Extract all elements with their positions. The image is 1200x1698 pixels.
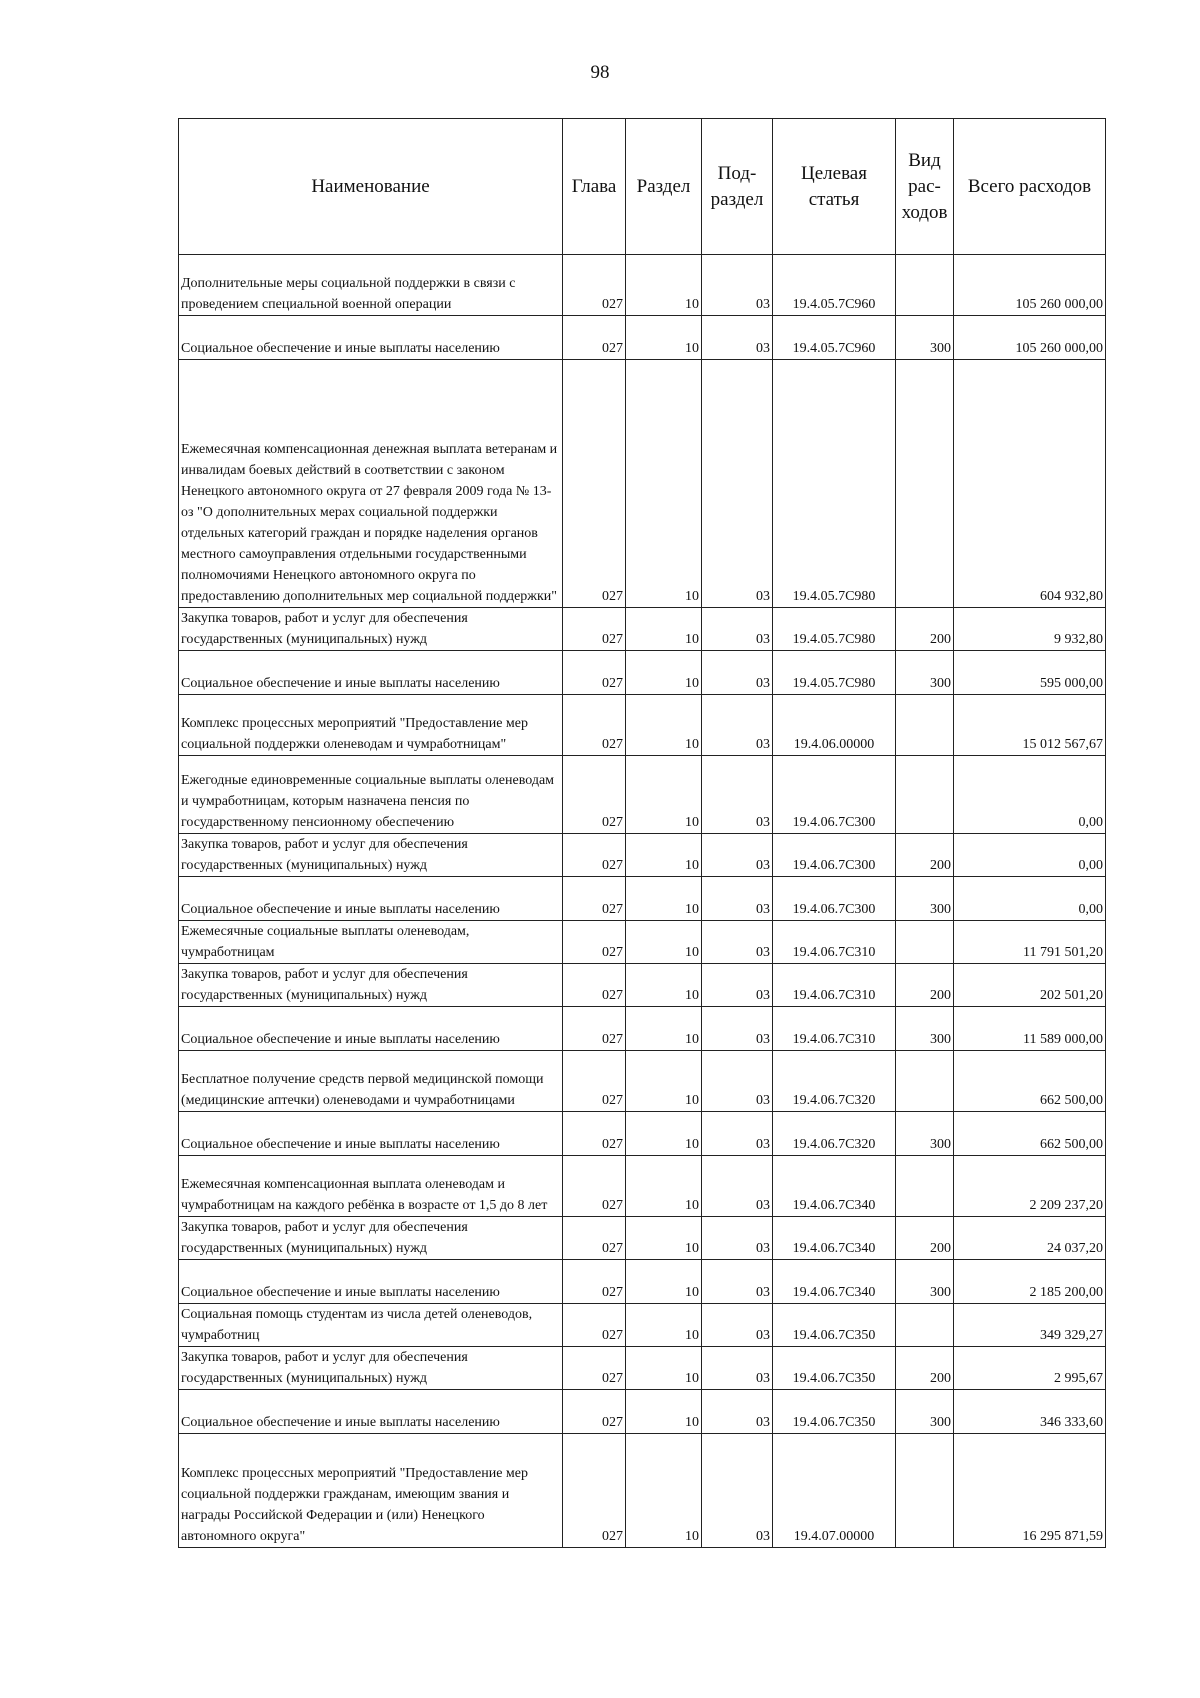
row-podrazdel: 03 <box>702 1156 773 1217</box>
row-razdel: 10 <box>626 1390 702 1434</box>
table-row <box>179 1051 1106 1112</box>
row-vid: 200 <box>896 1217 954 1260</box>
table-row <box>179 1390 1106 1434</box>
row-name: Комплекс процессных мероприятий "Предоставление мер социальной поддержки гражданам, имеющим звания и награды Российской Федерации и (или) Ненецкого автономного округа" <box>179 1434 563 1548</box>
table-row <box>179 1007 1106 1051</box>
row-name: Закупка товаров, работ и услуг для обеспечения государственных (муниципальных) нужд <box>179 1347 563 1390</box>
row-celevaya: 19.4.06.00000 <box>773 695 896 756</box>
row-celevaya: 19.4.05.7С980 <box>773 651 896 695</box>
row-razdel: 10 <box>626 1051 702 1112</box>
row-podrazdel: 03 <box>702 316 773 360</box>
row-glava: 027 <box>563 964 626 1007</box>
row-razdel: 10 <box>626 316 702 360</box>
budget-table <box>178 118 1106 1548</box>
row-razdel: 10 <box>626 360 702 608</box>
table-row <box>179 651 1106 695</box>
table-row <box>179 964 1106 1007</box>
header-row <box>179 119 1106 255</box>
row-podrazdel: 03 <box>702 756 773 834</box>
row-glava: 027 <box>563 1260 626 1304</box>
row-razdel: 10 <box>626 255 702 316</box>
row-name: Социальное обеспечение и иные выплаты населению <box>179 1007 563 1051</box>
row-glava: 027 <box>563 756 626 834</box>
row-glava: 027 <box>563 1390 626 1434</box>
row-glava: 027 <box>563 608 626 651</box>
header-celevaya: Целевая статья <box>773 119 896 255</box>
row-name: Ежегодные единовременные социальные выплаты оленеводам и чумработницам, которым назначена пенсия по государственному пенсионному обеспечению <box>179 756 563 834</box>
row-total: 346 333,60 <box>954 1390 1106 1434</box>
row-celevaya: 19.4.05.7С980 <box>773 360 896 608</box>
row-vid: 300 <box>896 316 954 360</box>
header-total: Всего расходов <box>954 119 1106 255</box>
row-razdel: 10 <box>626 877 702 921</box>
row-vid: 200 <box>896 834 954 877</box>
table-row <box>179 921 1106 964</box>
row-celevaya: 19.4.05.7С960 <box>773 255 896 316</box>
row-total: 105 260 000,00 <box>954 316 1106 360</box>
row-podrazdel: 03 <box>702 1347 773 1390</box>
row-celevaya: 19.4.05.7С980 <box>773 608 896 651</box>
table-row <box>179 1260 1106 1304</box>
row-glava: 027 <box>563 316 626 360</box>
row-glava: 027 <box>563 877 626 921</box>
row-razdel: 10 <box>626 1347 702 1390</box>
row-razdel: 10 <box>626 964 702 1007</box>
row-vid <box>896 1156 954 1217</box>
row-celevaya: 19.4.06.7С310 <box>773 921 896 964</box>
row-vid <box>896 695 954 756</box>
row-razdel: 10 <box>626 834 702 877</box>
row-vid: 300 <box>896 1007 954 1051</box>
row-razdel: 10 <box>626 756 702 834</box>
row-name: Социальное обеспечение и иные выплаты населению <box>179 1390 563 1434</box>
row-podrazdel: 03 <box>702 1007 773 1051</box>
row-podrazdel: 03 <box>702 964 773 1007</box>
row-name: Закупка товаров, работ и услуг для обеспечения государственных (муниципальных) нужд <box>179 608 563 651</box>
row-celevaya: 19.4.06.7С350 <box>773 1390 896 1434</box>
row-razdel: 10 <box>626 1007 702 1051</box>
header-podrazdel: Под-раздел <box>702 119 773 255</box>
row-glava: 027 <box>563 1217 626 1260</box>
row-total: 662 500,00 <box>954 1112 1106 1156</box>
row-celevaya: 19.4.06.7С310 <box>773 1007 896 1051</box>
row-total: 16 295 871,59 <box>954 1434 1106 1548</box>
row-podrazdel: 03 <box>702 1112 773 1156</box>
row-vid <box>896 255 954 316</box>
row-glava: 027 <box>563 255 626 316</box>
row-name: Социальное обеспечение и иные выплаты населению <box>179 877 563 921</box>
row-glava: 027 <box>563 1112 626 1156</box>
row-razdel: 10 <box>626 921 702 964</box>
row-razdel: 10 <box>626 1217 702 1260</box>
row-celevaya: 19.4.06.7С300 <box>773 877 896 921</box>
row-total: 202 501,20 <box>954 964 1106 1007</box>
row-vid <box>896 360 954 608</box>
row-name: Социальное обеспечение и иные выплаты населению <box>179 651 563 695</box>
row-vid: 300 <box>896 651 954 695</box>
row-name: Ежемесячная компенсационная денежная выплата ветеранам и инвалидам боевых действий в соответствии с законом Ненецкого автономного округа от 27 февраля 2009 года № 13-оз "О дополнительных мерах социальной поддержки отдельных категорий граждан и порядке наделения органов местного самоуправления отдельными государственными полномочиями Ненецкого автономного округа по предоставлению дополнительных мер социальной поддержки" <box>179 360 563 608</box>
row-vid <box>896 1304 954 1347</box>
row-total: 349 329,27 <box>954 1304 1106 1347</box>
row-podrazdel: 03 <box>702 1051 773 1112</box>
table-row <box>179 1217 1106 1260</box>
row-glava: 027 <box>563 651 626 695</box>
row-celevaya: 19.4.06.7С340 <box>773 1217 896 1260</box>
row-podrazdel: 03 <box>702 921 773 964</box>
row-celevaya: 19.4.06.7С340 <box>773 1156 896 1217</box>
row-glava: 027 <box>563 1051 626 1112</box>
row-podrazdel: 03 <box>702 1434 773 1548</box>
row-total: 0,00 <box>954 756 1106 834</box>
row-total: 604 932,80 <box>954 360 1106 608</box>
row-celevaya: 19.4.07.00000 <box>773 1434 896 1548</box>
row-podrazdel: 03 <box>702 651 773 695</box>
table-row <box>179 756 1106 834</box>
row-total: 11 791 501,20 <box>954 921 1106 964</box>
row-razdel: 10 <box>626 608 702 651</box>
table-row <box>179 255 1106 316</box>
row-name: Закупка товаров, работ и услуг для обеспечения государственных (муниципальных) нужд <box>179 964 563 1007</box>
row-vid: 300 <box>896 1260 954 1304</box>
row-celevaya: 19.4.06.7С300 <box>773 756 896 834</box>
row-vid <box>896 756 954 834</box>
row-glava: 027 <box>563 1347 626 1390</box>
row-glava: 027 <box>563 360 626 608</box>
row-name: Социальное обеспечение и иные выплаты населению <box>179 316 563 360</box>
row-total: 0,00 <box>954 834 1106 877</box>
row-name: Закупка товаров, работ и услуг для обеспечения государственных (муниципальных) нужд <box>179 1217 563 1260</box>
row-total: 9 932,80 <box>954 608 1106 651</box>
row-name: Ежемесячная компенсационная выплата оленеводам и чумработницам на каждого ребёнка в возрасте от 1,5 до 8 лет <box>179 1156 563 1217</box>
row-podrazdel: 03 <box>702 608 773 651</box>
row-glava: 027 <box>563 1304 626 1347</box>
table-row <box>179 360 1106 608</box>
row-glava: 027 <box>563 1156 626 1217</box>
row-vid <box>896 1434 954 1548</box>
row-podrazdel: 03 <box>702 834 773 877</box>
row-name: Социальная помощь студентам из числа детей оленеводов, чумработниц <box>179 1304 563 1347</box>
row-vid: 200 <box>896 1347 954 1390</box>
row-razdel: 10 <box>626 651 702 695</box>
row-celevaya: 19.4.06.7С350 <box>773 1304 896 1347</box>
row-celevaya: 19.4.06.7С340 <box>773 1260 896 1304</box>
row-podrazdel: 03 <box>702 1390 773 1434</box>
table-row <box>179 695 1106 756</box>
row-glava: 027 <box>563 695 626 756</box>
row-razdel: 10 <box>626 1304 702 1347</box>
row-total: 11 589 000,00 <box>954 1007 1106 1051</box>
row-podrazdel: 03 <box>702 695 773 756</box>
row-total: 105 260 000,00 <box>954 255 1106 316</box>
row-celevaya: 19.4.06.7С310 <box>773 964 896 1007</box>
row-celevaya: 19.4.06.7С320 <box>773 1051 896 1112</box>
row-vid: 200 <box>896 608 954 651</box>
header-name: Наименование <box>179 119 563 255</box>
row-razdel: 10 <box>626 1156 702 1217</box>
row-podrazdel: 03 <box>702 1217 773 1260</box>
row-name: Социальное обеспечение и иные выплаты населению <box>179 1260 563 1304</box>
row-total: 662 500,00 <box>954 1051 1106 1112</box>
row-podrazdel: 03 <box>702 360 773 608</box>
row-glava: 027 <box>563 1434 626 1548</box>
row-name: Бесплатное получение средств первой медицинской помощи (медицинские аптечки) оленеводами и чумработницами <box>179 1051 563 1112</box>
table-body <box>179 255 1106 1548</box>
table-row <box>179 1304 1106 1347</box>
row-total: 0,00 <box>954 877 1106 921</box>
row-name: Дополнительные меры социальной поддержки в связи с проведением специальной военной операции <box>179 255 563 316</box>
table-row <box>179 1347 1106 1390</box>
row-celevaya: 19.4.06.7С320 <box>773 1112 896 1156</box>
row-total: 2 995,67 <box>954 1347 1106 1390</box>
row-total: 15 012 567,67 <box>954 695 1106 756</box>
row-vid: 300 <box>896 1112 954 1156</box>
row-vid: 300 <box>896 877 954 921</box>
row-total: 2 185 200,00 <box>954 1260 1106 1304</box>
row-glava: 027 <box>563 834 626 877</box>
row-total: 24 037,20 <box>954 1217 1106 1260</box>
table-row <box>179 608 1106 651</box>
header-glava: Глава <box>563 119 626 255</box>
row-name: Социальное обеспечение и иные выплаты населению <box>179 1112 563 1156</box>
row-total: 595 000,00 <box>954 651 1106 695</box>
table-row <box>179 1156 1106 1217</box>
table-row <box>179 316 1106 360</box>
row-vid: 300 <box>896 1390 954 1434</box>
row-razdel: 10 <box>626 1434 702 1548</box>
row-glava: 027 <box>563 1007 626 1051</box>
row-name: Ежемесячные социальные выплаты оленеводам, чумработницам <box>179 921 563 964</box>
row-podrazdel: 03 <box>702 877 773 921</box>
header-vid: Вид рас-ходов <box>896 119 954 255</box>
row-vid: 200 <box>896 964 954 1007</box>
row-celevaya: 19.4.06.7С300 <box>773 834 896 877</box>
row-vid <box>896 1051 954 1112</box>
row-celevaya: 19.4.06.7С350 <box>773 1347 896 1390</box>
table-row <box>179 877 1106 921</box>
row-razdel: 10 <box>626 695 702 756</box>
table-row <box>179 1434 1106 1548</box>
row-glava: 027 <box>563 921 626 964</box>
row-total: 2 209 237,20 <box>954 1156 1106 1217</box>
table-row <box>179 1112 1106 1156</box>
page-number: 98 <box>590 62 610 83</box>
table-row <box>179 834 1106 877</box>
row-celevaya: 19.4.05.7С960 <box>773 316 896 360</box>
row-vid <box>896 921 954 964</box>
row-name: Комплекс процессных мероприятий "Предоставление мер социальной поддержки оленеводам и чумработницам" <box>179 695 563 756</box>
row-razdel: 10 <box>626 1260 702 1304</box>
row-razdel: 10 <box>626 1112 702 1156</box>
row-name: Закупка товаров, работ и услуг для обеспечения государственных (муниципальных) нужд <box>179 834 563 877</box>
header-razdel: Раздел <box>626 119 702 255</box>
row-podrazdel: 03 <box>702 1260 773 1304</box>
row-podrazdel: 03 <box>702 1304 773 1347</box>
row-podrazdel: 03 <box>702 255 773 316</box>
